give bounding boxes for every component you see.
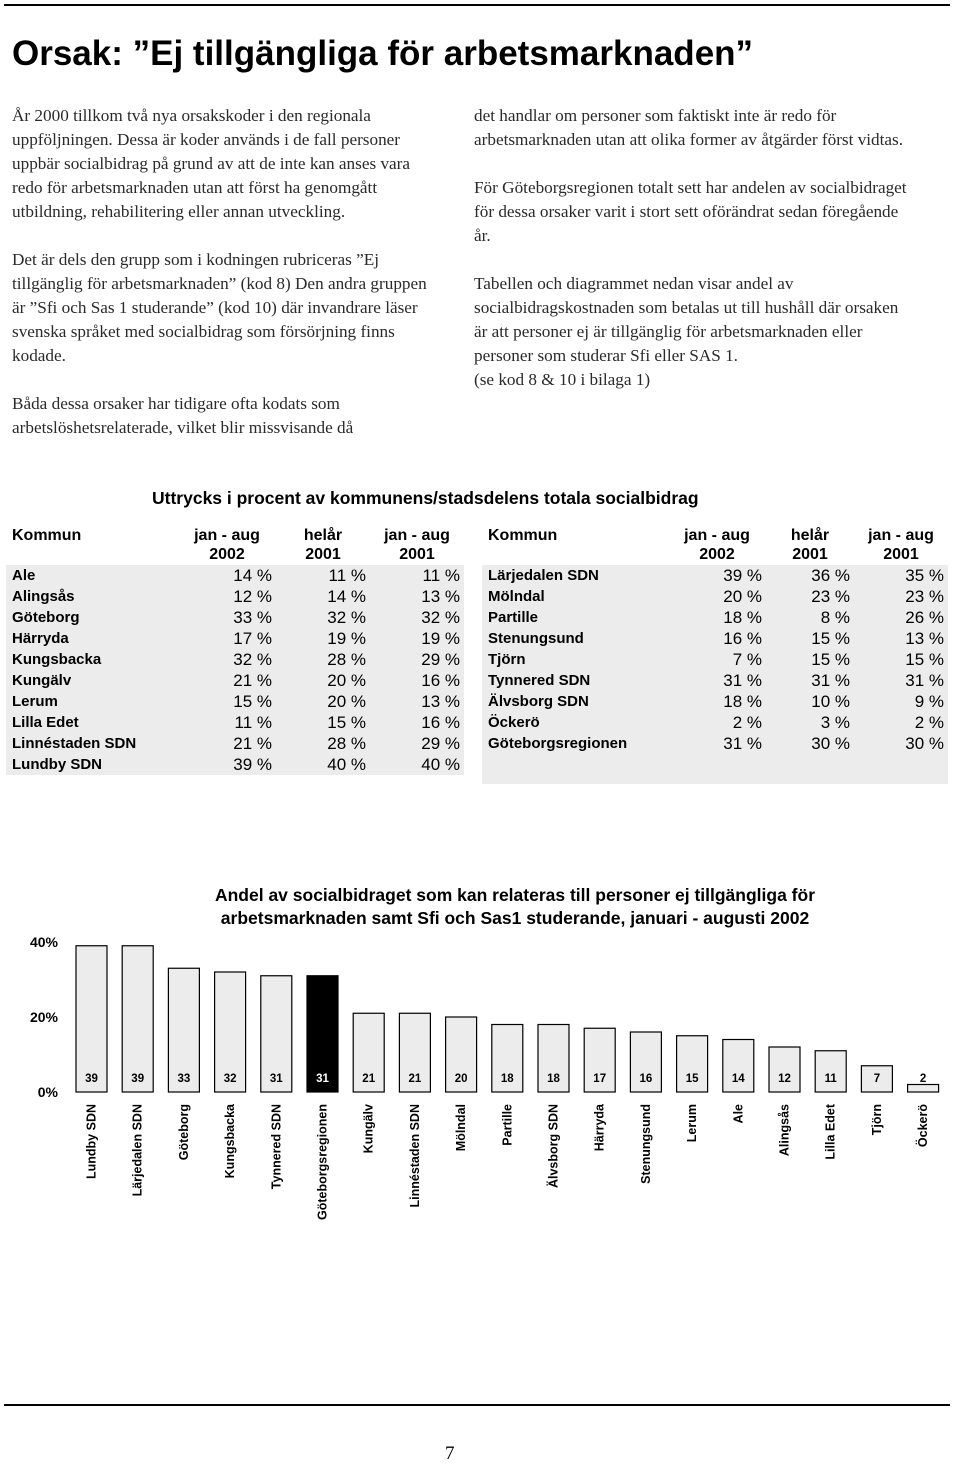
cell-v2: 31 % [811,671,850,690]
y-tick-label: 20% [29,1009,58,1025]
data-label: 2 [919,1073,927,1085]
cell-v3: 35 % [905,566,944,585]
paragraph-region: För Göteborgsregionen totalt sett har andelen av socialbidraget för dessa orsaker varit i stort sett oförändrat sedan föregående år. [474,178,907,245]
table-row-alingsas [6,586,464,607]
cell-v1: 21 % [233,734,272,753]
x-tick-label: Partille [500,1104,515,1146]
cell-v3: 9 % [914,692,944,711]
x-tick-label: Kungsbacka [223,1104,238,1179]
x-tick-label: Lerum [685,1104,700,1143]
header-col2-line2: 2001 [305,545,341,563]
cell-v1: 18 % [723,608,762,627]
cell-v1: 39 % [723,566,762,585]
cell-v3: 31 % [905,671,944,690]
bar-lundby-sdn [76,946,107,1092]
bar-ockero [908,1085,939,1093]
data-label: 21 [362,1073,376,1085]
data-label: 20 [454,1073,468,1085]
body-column-right [474,104,914,416]
chart-title-line2: arbetsmarknaden samt Sfi och Sas1 studerande, januari - augusti 2002 [220,908,810,928]
page-title: Orsak: ”Ej tillgängliga för arbetsmarknaden” [12,34,754,73]
table-row-empty [482,754,948,784]
data-label: 15 [685,1073,699,1085]
table-row-goteborg [6,607,464,628]
header-kommun: Kommun [12,527,82,544]
table-header-row [6,527,464,565]
cell-v3: 16 % [421,671,460,690]
body-column-left [12,104,437,464]
cell-v3: 13 % [421,587,460,606]
cell-kommun: Tjörn [488,651,526,668]
cell-v2: 15 % [811,650,850,669]
paragraph-intro: År 2000 tillkom två nya orsakskoder i den regionala uppföljningen. Dessa är koder används i de fall personer uppbär socialbidrag på grund av att de inte kan anses vara redo för arbetsmarknaden utan att först ha genomgått utbildning, rehabilitering eller annan utveckling. [12,106,411,221]
table-row-goteborgsregionen [482,733,948,754]
cell-v2: 28 % [327,734,366,753]
data-label: 18 [500,1073,514,1085]
cell-v1: 20 % [723,587,762,606]
cell-kommun: Lerum [12,693,58,710]
cell-v1: 33 % [233,608,272,627]
header-col2-line2: 2001 [792,545,828,563]
bar-alingsas [769,1047,800,1092]
x-tick-label: Mölndal [454,1104,469,1152]
municipality-table-left [6,527,464,775]
cell-v1: 15 % [233,692,272,711]
header-kommun: Kommun [488,527,558,544]
table-subheading: Uttrycks i procent av kommunens/stadsdelens totala socialbidrag [152,488,699,508]
cell-v2: 3 % [820,713,850,732]
header-col3 [370,527,464,565]
table-row-ockero [482,712,948,733]
header-col1 [178,527,276,565]
header-col1-line1: jan - aug [194,527,260,544]
cell-kommun: Göteborg [12,609,80,626]
cell-v2: 10 % [811,692,850,711]
cell-v3: 30 % [905,734,944,753]
municipality-table-right [482,527,948,784]
cell-v1: 31 % [723,734,762,753]
cell-v1: 7 % [732,650,762,669]
bar-larjedalen-sdn [122,946,153,1092]
cell-v2: 11 % [328,566,366,585]
data-label: 17 [593,1073,607,1085]
cell-empty [482,754,948,784]
cell-v2: 15 % [811,629,850,648]
cell-kommun: Lilla Edet [12,714,79,731]
x-tick-label: Alingsås [777,1104,792,1157]
cell-v3: 13 % [421,692,460,711]
cell-kommun: Stenungsund [488,630,584,647]
cell-kommun: Mölndal [488,588,545,605]
x-tick-label: Stenungsund [638,1104,653,1184]
data-label: 31 [316,1073,329,1085]
table-row-linnestaden-sdn [6,733,464,754]
cell-v1: 21 % [233,671,272,690]
header-col1 [668,527,766,565]
data-label: 31 [269,1073,283,1085]
cell-kommun: Partille [488,609,539,626]
cell-v2: 8 % [820,608,850,627]
cell-v3: 2 % [914,713,944,732]
table-row-lerum [6,691,464,712]
x-tick-label: Tjörn [869,1104,884,1136]
x-tick-label: Kungälv [361,1104,376,1154]
cell-v2: 19 % [327,629,366,648]
cell-v3: 40 % [421,755,460,774]
cell-kommun: Kungsbacka [12,651,102,668]
paragraph-reference: (se kod 8 & 10 i bilaga 1) [474,370,651,389]
cell-v1: 12 % [233,587,272,606]
bar-lilla-edet [815,1051,846,1092]
data-label: 14 [731,1073,745,1085]
x-tick-label: Lilla Edet [823,1104,838,1160]
cell-kommun: Lärjedalen SDN [488,567,599,584]
cell-kommun: Alingsås [12,588,75,605]
cell-v2: 20 % [327,671,366,690]
cell-kommun: Älvsborg SDN [488,693,589,710]
cell-kommun: Härryda [12,630,69,647]
cell-v3: 16 % [421,713,460,732]
cell-v1: 39 % [233,755,272,774]
page-number: 7 [445,1443,455,1464]
bar-chart [0,860,960,1240]
table-row-larjedalen-sdn [482,565,948,586]
data-label: 21 [408,1073,422,1085]
cell-v2: 36 % [811,566,850,585]
table-row-stenungsund [482,628,948,649]
cell-kommun: Göteborgsregionen [488,735,628,752]
cell-kommun: Linnéstaden SDN [12,735,137,752]
cell-v3: 13 % [905,629,944,648]
table-row-lilla-edet [6,712,464,733]
x-tick-label: Älvsborg SDN [546,1104,561,1189]
header-col2-line1: helår [790,527,830,544]
header-col3-line2: 2001 [883,545,919,563]
cell-v1: 14 % [233,566,272,585]
cell-v3: 32 % [421,608,460,627]
cell-v3: 23 % [905,587,944,606]
cell-v1: 18 % [723,692,762,711]
header-col2 [766,527,854,565]
data-label: 18 [547,1073,560,1085]
cell-v2: 20 % [327,692,366,711]
cell-v1: 32 % [233,650,272,669]
table-row-alvsborg-sdn [482,691,948,712]
table-header-row [482,527,948,565]
x-tick-label: Öckerö [916,1104,931,1148]
bottom-rule [4,1404,950,1406]
table-row-lundby-sdn [6,754,464,775]
cell-v1: 31 % [723,671,762,690]
header-col3 [854,527,948,565]
cell-v2: 23 % [811,587,850,606]
cell-v3: 29 % [421,734,460,753]
cell-v3: 11 % [422,566,460,585]
table-row-ale [6,565,464,586]
header-col1-line2: 2002 [209,545,245,563]
paragraph-continuation: det handlar om personer som faktiskt inte är redo för arbetsmarknaden utan att olika former av åtgärder först vidtas. [474,106,904,149]
header-col3-line2: 2001 [399,545,435,563]
paragraph-groups: Det är dels den grupp som i kodningen rubriceras ”Ej tillgänglig för arbetsmarknaden” (kod 8) Den andra gruppen är ”Sfi och Sas 1 studerande” (kod 10) där invandrare läser svenska språket med socialbidrag som försörjning finns kodade. [12,250,427,365]
cell-kommun: Kungälv [12,672,72,689]
cell-kommun: Lundby SDN [12,756,102,773]
chart-marks [30,934,939,1220]
chart-title-line1: Andel av socialbidraget som kan relateras till personer ej tillgängliga för [214,885,816,905]
top-rule [4,4,950,6]
data-label: 39 [131,1073,145,1085]
cell-v1: 16 % [723,629,762,648]
x-tick-label: Härryda [592,1104,607,1152]
data-label: 11 [824,1073,837,1085]
table-row-molndal [482,586,948,607]
x-tick-label: Linnéstaden SDN [407,1104,422,1208]
cell-v3: 15 % [905,650,944,669]
table-body-right [482,565,948,784]
header-col3-line1: jan - aug [384,527,450,544]
table-row-kungsbacka [6,649,464,670]
paragraph-history: Båda dessa orsaker har tidigare ofta kodats som arbetslöshetsrelaterade, vilket blir missvisande då [12,394,354,437]
data-label: 16 [639,1073,653,1085]
y-tick-label: 0% [37,1084,58,1100]
data-label: 7 [873,1073,881,1085]
y-tick-label: 40% [29,934,58,950]
x-tick-label: Lundby SDN [84,1104,99,1179]
table-row-partille [482,607,948,628]
data-label: 32 [223,1073,237,1085]
cell-v2: 30 % [811,734,850,753]
cell-v1: 2 % [732,713,762,732]
data-label: 12 [778,1073,791,1085]
cell-v1: 11 % [234,713,272,732]
table-row-kungalv [6,670,464,691]
header-col1-line2: 2002 [699,545,735,563]
x-tick-label: Göteborgsregionen [315,1104,330,1220]
cell-kommun: Öckerö [488,714,540,731]
x-tick-label: Tynnered SDN [269,1104,284,1190]
x-tick-label: Ale [731,1104,746,1124]
table-row-tjorn [482,649,948,670]
cell-v3: 19 % [421,629,460,648]
cell-v2: 40 % [327,755,366,774]
x-tick-label: Göteborg [176,1104,191,1161]
cell-v2: 15 % [327,713,366,732]
table-body-left [6,565,464,775]
cell-v2: 32 % [327,608,366,627]
cell-v3: 29 % [421,650,460,669]
cell-kommun: Tynnered SDN [488,672,591,689]
cell-v3: 26 % [905,608,944,627]
data-label: 39 [85,1073,98,1085]
x-tick-label: Lärjedalen SDN [130,1104,145,1197]
header-col1-line1: jan - aug [684,527,750,544]
header-col3-line1: jan - aug [868,527,934,544]
cell-kommun: Ale [12,567,36,584]
table-row-harryda [6,628,464,649]
table-row-tynnered-sdn [482,670,948,691]
header-col2 [276,527,370,565]
cell-v1: 17 % [233,629,272,648]
header-col2-line1: helår [303,527,343,544]
cell-v2: 28 % [327,650,366,669]
paragraph-table-intro: Tabellen och diagrammet nedan visar andel av socialbidragskostnaden som betalas ut till hushåll där orsaken är att personer ej är tillgänglig för arbetsmarknaden eller personer som studerar Sfi eller SAS 1. [474,274,899,365]
data-label: 33 [177,1073,191,1085]
cell-v2: 14 % [327,587,366,606]
